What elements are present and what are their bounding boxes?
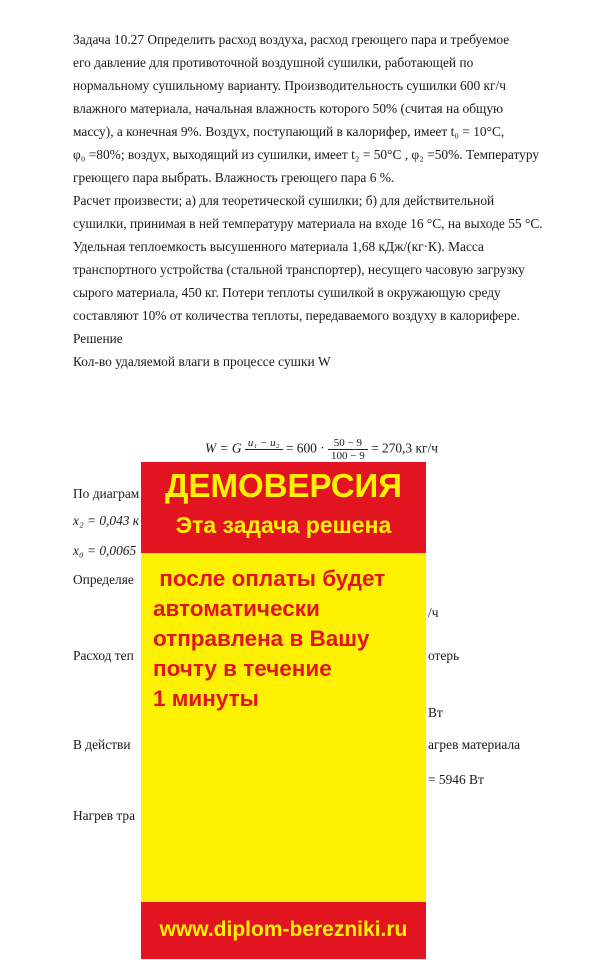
- heating-label: Нагрев тра: [73, 808, 136, 823]
- banner-footer: [141, 902, 426, 959]
- solution-heading: Решение: [73, 331, 123, 346]
- task-line: сушилки, принимая в ней температуру материала на входе 16 °С, на выходе 55 °С.: [73, 216, 543, 231]
- banner-body-line: отправлена в Вашу: [153, 626, 370, 651]
- formula-mid: = 600 ·: [285, 440, 325, 456]
- problem-line: греющего пара выбрать. Влажность греющего пара 6 %.: [73, 170, 395, 185]
- problem-line: φ₀ =80%; воздух, выходящий из сушилки, имеет t₂ = 50°C , φ₂ =50%. Температуру: [73, 147, 540, 162]
- task-line: Расчет произвести; а) для теоретической сушилки; б) для действительной: [73, 193, 495, 208]
- diagram-label: По диаграм: [73, 486, 140, 501]
- task-line: сырого материала, 450 кг. Потери теплоты сушилкой в окружающую среду: [73, 285, 501, 300]
- heat-tail: отерь: [428, 648, 460, 663]
- x2-label: x₂ = 0,043 к: [73, 513, 140, 528]
- formula-lhs: W = G: [205, 440, 242, 456]
- formula-result: = 270,3 кг/ч: [371, 440, 438, 456]
- task-statement: [73, 189, 581, 327]
- formula-fraction-2-denominator: 100 − 9: [331, 450, 365, 462]
- task-line: транспортного устройства (стальной транспортер), несущего часовую загрузку: [73, 262, 525, 277]
- task-line: составляют 10% от количества теплоты, передаваемого воздуху в калорифере.: [73, 308, 520, 323]
- banner-subtitle: Эта задача решена: [175, 512, 392, 538]
- moisture-label: Кол-во удаляемой влаги в процессе сушки W: [73, 354, 331, 369]
- problem-line: влажного материала, начальная влажность которого 50% (считая на общую: [73, 101, 504, 116]
- banner-body: [153, 564, 423, 714]
- banner-body-line: 1 минуты: [153, 686, 259, 711]
- formula-fraction-2: [328, 437, 368, 462]
- define-tail: /ч: [428, 605, 439, 620]
- formula-fraction-2-numerator: 50 − 9: [328, 437, 368, 450]
- banner-header: [141, 462, 426, 553]
- x0-label: x₀ = 0,0065: [73, 543, 137, 558]
- document-text: [73, 28, 581, 373]
- actual-label: В действи: [73, 737, 131, 752]
- banner-title: ДЕМОВЕРСИЯ: [165, 467, 402, 504]
- formula-fraction: [245, 437, 283, 462]
- problem-statement: [73, 28, 581, 189]
- actual-tail: агрев материала: [428, 737, 521, 752]
- banner-body-line: автоматически: [153, 596, 320, 621]
- heat-label: Расход теп: [73, 648, 134, 663]
- task-line: Удельная теплоемкость высушенного материала 1,68 кДж/(кг·К). Масса: [73, 239, 484, 254]
- demo-banner: [141, 462, 426, 959]
- moisture-formula: [205, 437, 438, 462]
- banner-url-link[interactable]: www.diplom-berezniki.ru: [159, 918, 408, 941]
- problem-line: его давление для противоточной воздушной сушилки, работающей по: [73, 55, 474, 70]
- q-tail: = 5946 Вт: [428, 772, 484, 787]
- watt-tail: Вт: [428, 705, 443, 720]
- formula-fraction-numerator: u₁ − u₂: [245, 437, 283, 450]
- problem-line: массу), а конечная 9%. Воздух, поступающий в калорифер, имеет t₀ = 10°C,: [73, 124, 505, 139]
- define-label: Определяе: [73, 572, 134, 587]
- banner-body-line: почту в течение: [153, 656, 332, 681]
- problem-line: Задача 10.27 Определить расход воздуха, расход греющего пара и требуемое: [73, 32, 510, 47]
- problem-line: нормальному сушильному варианту. Производительность сушилки 600 кг/ч: [73, 78, 506, 93]
- banner-body-line: после оплаты будет: [153, 566, 386, 591]
